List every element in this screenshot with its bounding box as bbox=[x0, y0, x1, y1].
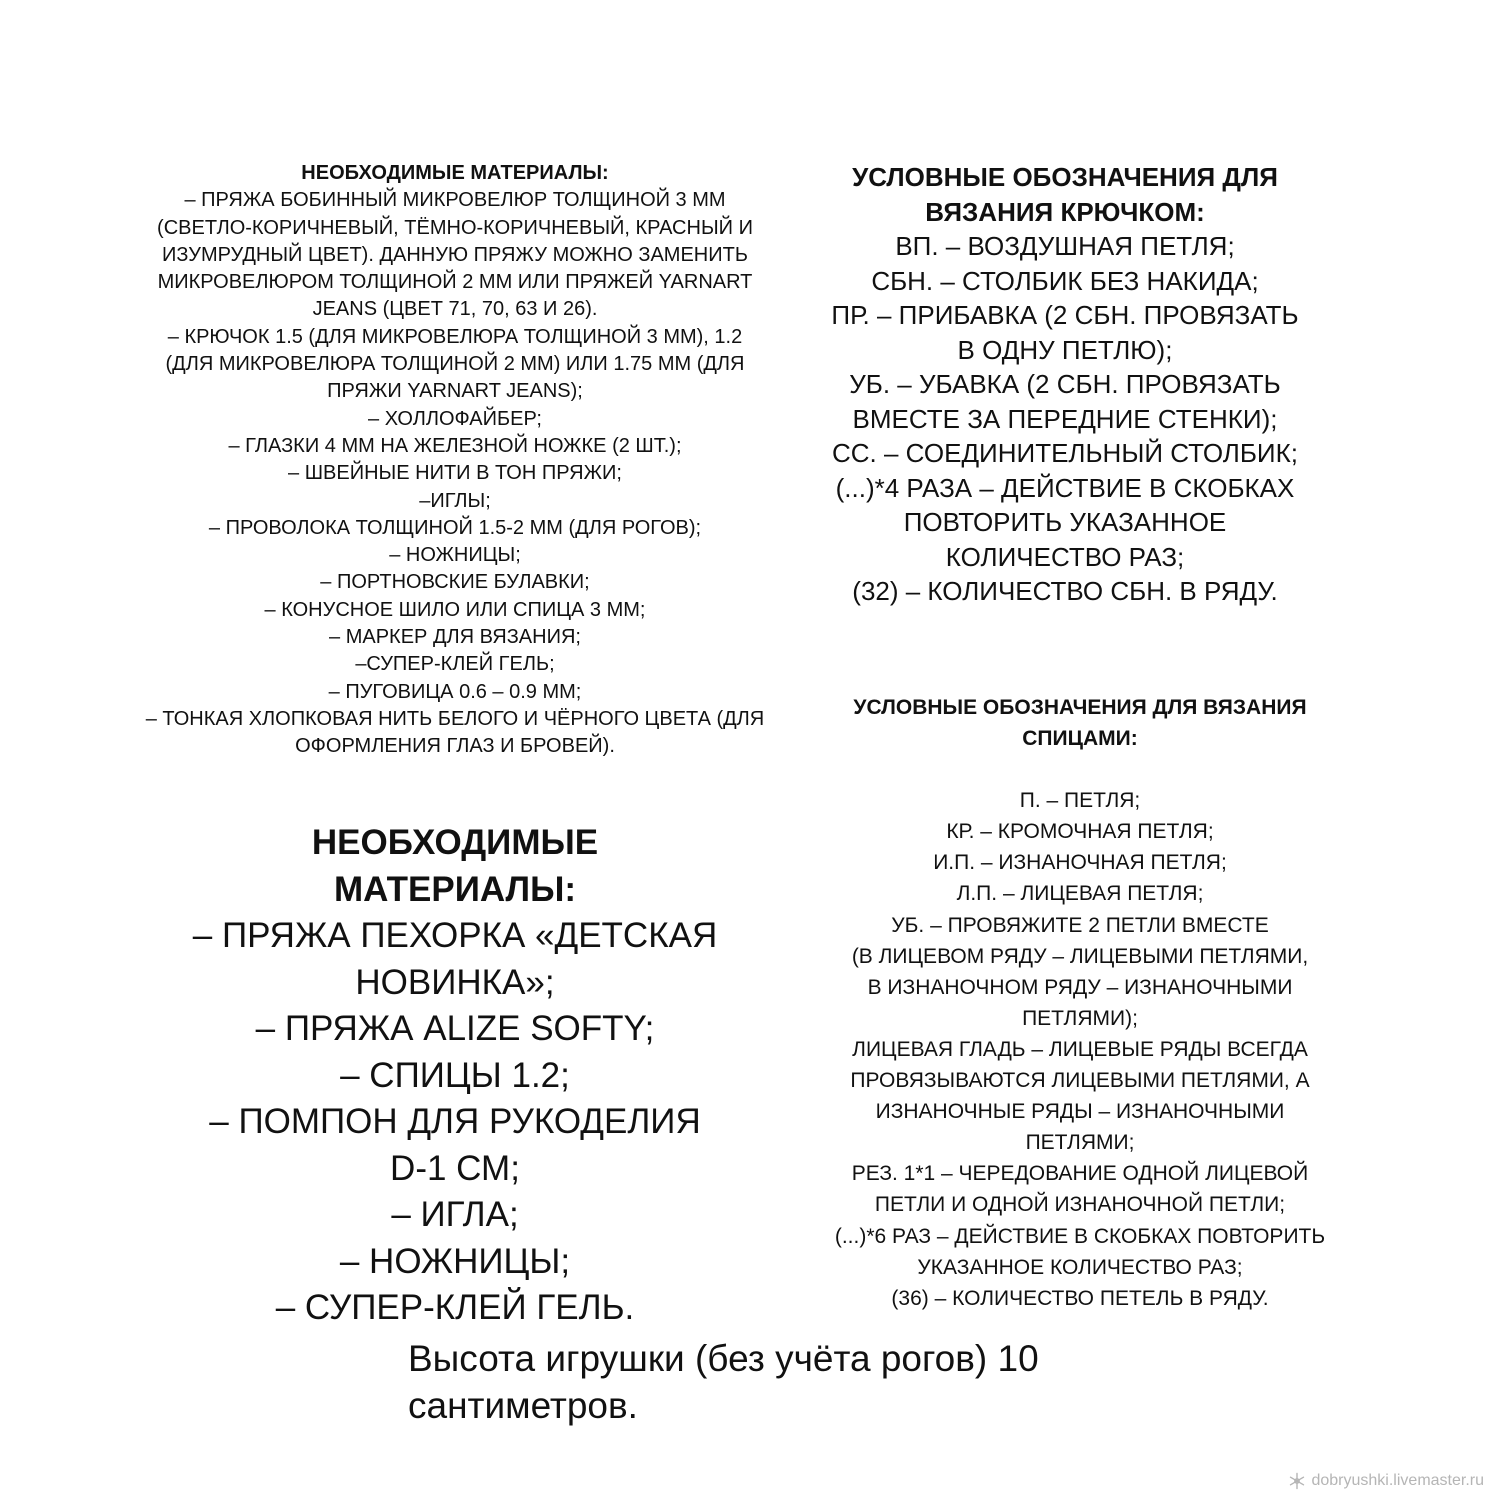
legend-crochet-line: ВМЕСТЕ ЗА ПЕРЕДНИЕ СТЕНКИ); bbox=[852, 403, 1278, 434]
legend-crochet-title: ВЯЗАНИЯ КРЮЧКОМ: bbox=[925, 196, 1205, 227]
materials-knit-line: – ИГЛА; bbox=[391, 1195, 519, 1234]
materials-crochet-line: JEANS (ЦВЕТ 71, 70, 63 И 26). bbox=[312, 298, 598, 321]
materials-crochet-line: – КОНУСНОЕ ШИЛО ИЛИ СПИЦА 3 ММ; bbox=[264, 598, 646, 621]
materials-crochet-line: – ХОЛЛОФАЙБЕР; bbox=[368, 407, 542, 430]
materials-crochet-line: – ПОРТНОВСКИЕ БУЛАВКИ; bbox=[320, 571, 590, 594]
legend-crochet-line: СС. – СОЕДИНИТЕЛЬНЫЙ СТОЛБИК; bbox=[831, 438, 1298, 468]
legend-knit-line: ПЕТЛИ И ОДНОЙ ИЗНАНОЧНОЙ ПЕТЛИ; bbox=[874, 1193, 1286, 1217]
legend-knit-line: (...)*6 РАЗ – ДЕЙСТВИЕ В СКОБКАХ ПОВТОРИТЬ bbox=[834, 1224, 1326, 1248]
materials-crochet-line: –СУПЕР-КЛЕЙ ГЕЛЬ; bbox=[355, 653, 555, 676]
materials-crochet-line: – МАРКЕР ДЛЯ ВЯЗАНИЯ; bbox=[329, 626, 581, 649]
spacer bbox=[790, 754, 1370, 785]
legend-knit-line: РЕЗ. 1*1 – ЧЕРЕДОВАНИЕ ОДНОЙ ЛИЦЕВОЙ bbox=[851, 1162, 1309, 1186]
materials-crochet-line: МИКРОВЕЛЮРОМ ТОЛЩИНОЙ 2 ММ ИЛИ ПРЯЖЕЙ YARNART bbox=[157, 271, 753, 294]
legend-crochet-line: (32) – КОЛИЧЕСТВО СБН. В РЯДУ. bbox=[852, 576, 1278, 606]
materials-knit-line: D-1 СМ; bbox=[390, 1148, 520, 1188]
materials-crochet-line: (ДЛЯ МИКРОВЕЛЮРА ТОЛЩИНОЙ 2 ММ) ИЛИ 1.75 ММ (ДЛЯ bbox=[165, 353, 745, 376]
legend-crochet-line: ПОВТОРИТЬ УКАЗАННОЕ bbox=[903, 507, 1227, 537]
materials-knit-line: – ПРЯЖА ПЕХОРКА «ДЕТСКАЯ bbox=[192, 916, 718, 955]
materials-crochet-line: – ГЛАЗКИ 4 ММ НА ЖЕЛЕЗНОЙ НОЖКЕ (2 ШТ.); bbox=[228, 434, 682, 457]
legend-knit-line: КР. – КРОМОЧНАЯ ПЕТЛЯ; bbox=[946, 820, 1214, 844]
snowflake-icon bbox=[1288, 1472, 1306, 1490]
materials-knit-line: – НОЖНИЦЫ; bbox=[339, 1241, 571, 1281]
legend-crochet-line: ПР. – ПРИБАВКА (2 СБН. ПРОВЯЗАТЬ bbox=[831, 300, 1299, 330]
materials-knit-line: – ПОМПОН ДЛЯ РУКОДЕЛИЯ bbox=[209, 1102, 701, 1141]
materials-crochet-line: (СВЕТЛО-КОРИЧНЕВЫЙ, ТЁМНО-КОРИЧНЕВЫЙ, КРАСНЫЙ И bbox=[157, 216, 753, 239]
legend-knit-line: ПРОВЯЗЫВАЮТСЯ ЛИЦЕВЫМИ ПЕТЛЯМИ, А bbox=[850, 1069, 1310, 1093]
materials-knit-line: – ПРЯЖА ALIZE SOFTY; bbox=[255, 1009, 655, 1048]
legend-knit-line: Л.П. – ЛИЦЕВАЯ ПЕТЛЯ; bbox=[956, 882, 1204, 906]
legend-crochet-section bbox=[800, 160, 1330, 609]
materials-knit-line: – СУПЕР-КЛЕЙ ГЕЛЬ. bbox=[275, 1288, 635, 1327]
materials-crochet-line: – ПУГОВИЦА 0.6 – 0.9 ММ; bbox=[328, 680, 582, 703]
materials-knit-title: НЕОБХОДИМЫЕ bbox=[311, 823, 599, 862]
legend-knit-line: П. – ПЕТЛЯ; bbox=[1019, 789, 1141, 813]
legend-knit-line: УКАЗАННОЕ КОЛИЧЕСТВО РАЗ; bbox=[917, 1255, 1243, 1279]
watermark-text: dobryushki.livemaster.ru bbox=[1311, 1472, 1484, 1489]
legend-knit-line: УБ. – ПРОВЯЖИТЕ 2 ПЕТЛИ ВМЕСТЕ bbox=[891, 913, 1269, 937]
legend-crochet-title: УСЛОВНЫЕ ОБОЗНАЧЕНИЯ ДЛЯ bbox=[852, 162, 1278, 192]
materials-crochet-section bbox=[105, 160, 805, 761]
legend-knit-line: (В ЛИЦЕВОМ РЯДУ – ЛИЦЕВЫМИ ПЕТЛЯМИ, bbox=[851, 944, 1309, 968]
materials-crochet-line: – ТОНКАЯ ХЛОПКОВАЯ НИТЬ БЕЛОГО И ЧЁРНОГО ЦВЕТА (ДЛЯ bbox=[145, 707, 765, 730]
materials-knit-section bbox=[155, 820, 755, 1332]
toy-height-line: сантиметров. bbox=[408, 1385, 638, 1426]
legend-knit-line: И.П. – ИЗНАНОЧНАЯ ПЕТЛЯ; bbox=[933, 851, 1227, 875]
toy-height-note bbox=[408, 1335, 1208, 1429]
legend-crochet-line: В ОДНУ ПЕТЛЮ); bbox=[957, 334, 1173, 365]
legend-knit-line: В ИЗНАНОЧНОМ РЯДУ – ИЗНАНОЧНЫМИ bbox=[867, 975, 1293, 999]
materials-crochet-line: –ИГЛЫ; bbox=[419, 489, 491, 512]
materials-crochet-line: ПРЯЖИ YARNART JEANS); bbox=[327, 380, 583, 403]
legend-knit-title: УСЛОВНЫЕ ОБОЗНАЧЕНИЯ ДЛЯ ВЯЗАНИЯ bbox=[853, 696, 1307, 719]
watermark bbox=[1288, 1472, 1484, 1490]
legend-crochet-line: СБН. – СТОЛБИК БЕЗ НАКИДА; bbox=[871, 265, 1259, 296]
legend-knit-section bbox=[790, 692, 1370, 1314]
toy-height-line: Высота игрушки (без учёта рогов) 10 bbox=[408, 1338, 1039, 1379]
materials-crochet-line: – ПРОВОЛОКА ТОЛЩИНОЙ 1.5-2 ММ (ДЛЯ РОГОВ); bbox=[208, 516, 702, 539]
materials-crochet-line: – КРЮЧОК 1.5 (ДЛЯ МИКРОВЕЛЮРА ТОЛЩИНОЙ 3 ММ), 1.2 bbox=[167, 325, 743, 348]
legend-crochet-line: УБ. – УБАВКА (2 СБН. ПРОВЯЗАТЬ bbox=[849, 369, 1281, 399]
materials-knit-line: – СПИЦЫ 1.2; bbox=[340, 1055, 570, 1095]
materials-crochet-line: ИЗУМРУДНЫЙ ЦВЕТ). ДАННУЮ ПРЯЖУ МОЖНО ЗАМЕНИТЬ bbox=[162, 243, 748, 266]
materials-crochet-line: ОФОРМЛЕНИЯ ГЛАЗ И БРОВЕЙ). bbox=[295, 735, 615, 758]
legend-crochet-line: ВП. – ВОЗДУШНАЯ ПЕТЛЯ; bbox=[895, 231, 1235, 261]
legend-knit-title: СПИЦАМИ: bbox=[1022, 727, 1138, 751]
legend-knit-line: ПЕТЛЯМИ; bbox=[1025, 1131, 1135, 1155]
legend-crochet-line: (...)*4 РАЗА – ДЕЙСТВИЕ В СКОБКАХ bbox=[835, 472, 1295, 503]
legend-crochet-line: КОЛИЧЕСТВО РАЗ; bbox=[945, 541, 1185, 572]
legend-knit-line: ИЗНАНОЧНЫЕ РЯДЫ – ИЗНАНОЧНЫМИ bbox=[875, 1100, 1285, 1124]
legend-knit-line: ПЕТЛЯМИ); bbox=[1022, 1006, 1138, 1030]
materials-crochet-line: – ШВЕЙНЫЕ НИТИ В ТОН ПРЯЖИ; bbox=[288, 462, 622, 485]
legend-knit-line: (36) – КОЛИЧЕСТВО ПЕТЕЛЬ В РЯДУ. bbox=[891, 1286, 1269, 1310]
legend-knit-line: ЛИЦЕВАЯ ГЛАДЬ – ЛИЦЕВЫЕ РЯДЫ ВСЕГДА bbox=[852, 1037, 1308, 1061]
materials-knit-line: НОВИНКА»; bbox=[355, 962, 555, 1002]
materials-crochet-line: – НОЖНИЦЫ; bbox=[389, 544, 521, 567]
materials-knit-title: МАТЕРИАЛЫ: bbox=[333, 869, 577, 909]
materials-crochet-line: – ПРЯЖА БОБИННЫЙ МИКРОВЕЛЮР ТОЛЩИНОЙ 3 ММ bbox=[184, 189, 726, 212]
materials-crochet-title: НЕОБХОДИМЫЕ МАТЕРИАЛЫ: bbox=[301, 162, 609, 184]
